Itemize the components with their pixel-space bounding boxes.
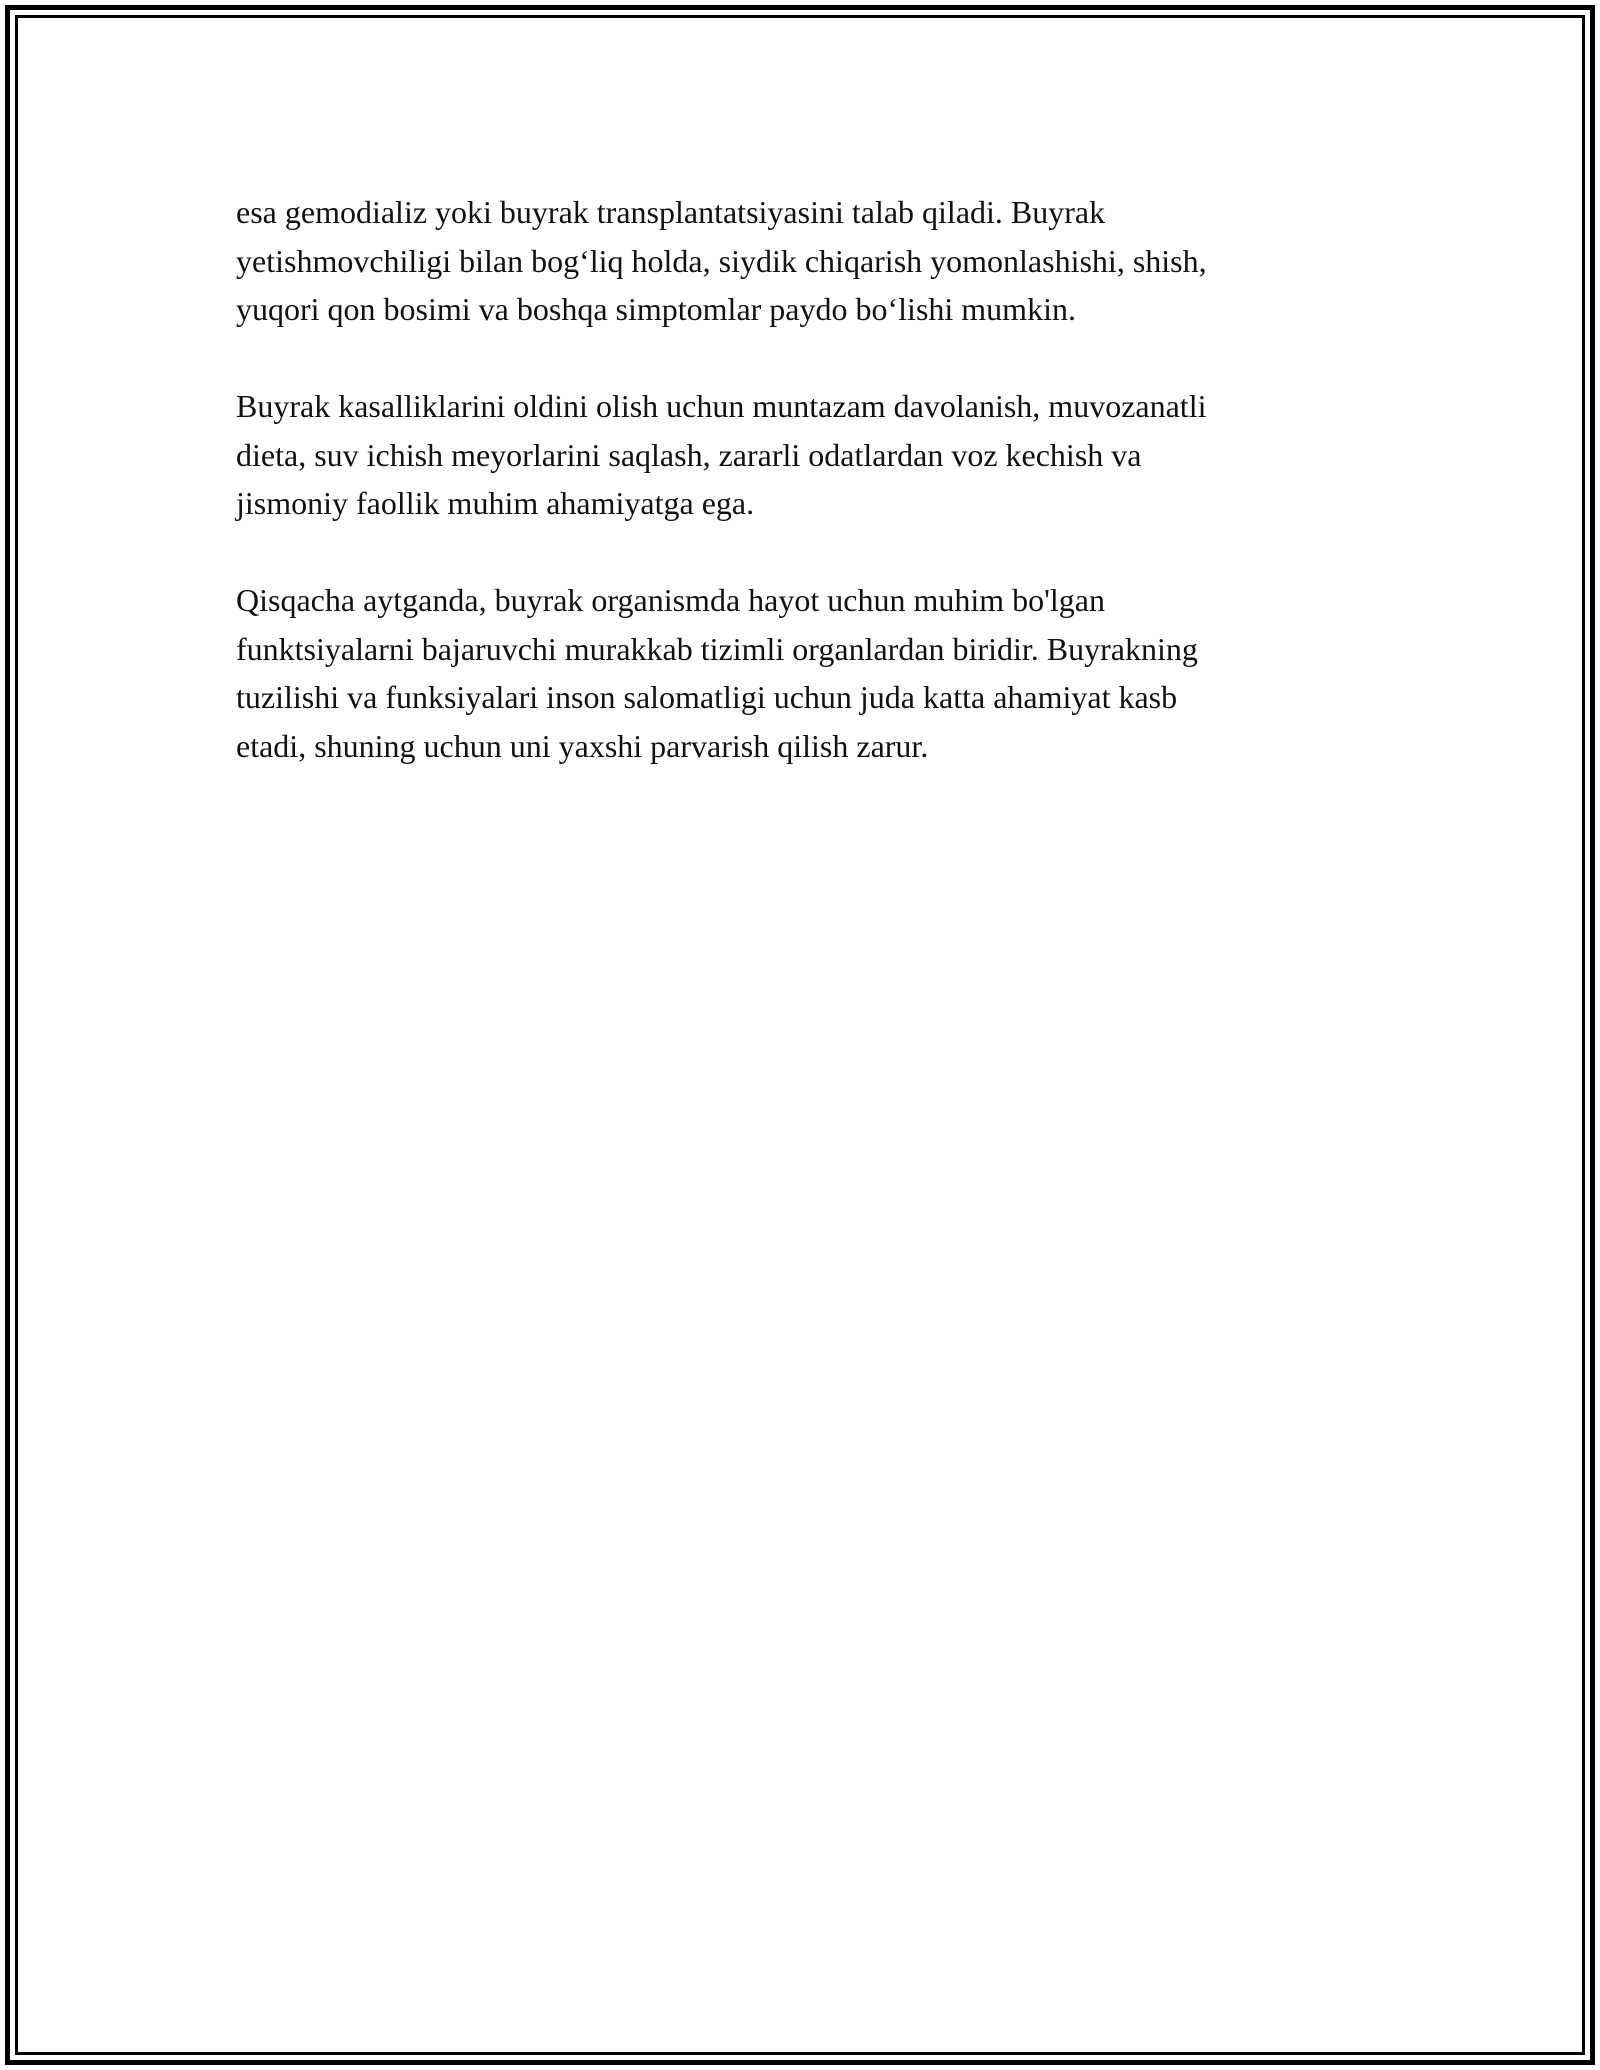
text-line: etadi, shuning uchun uni yaxshi parvarish qilish zarur.	[236, 727, 929, 764]
text-line: yetishmovchiligi bilan bog‘liq holda, siydik chiqarish yomonlashishi, shish,	[236, 242, 1207, 279]
text-line: esa gemodializ yoki buyrak transplantatsiyasini talab qiladi. Buyrak	[236, 194, 1106, 230]
text-line: yuqori qon bosimi va boshqa simptomlar paydo bo‘lishi mumkin.	[236, 291, 1076, 327]
text-line: Qisqacha aytganda, buyrak organismda hayot uchun muhim bo'lgan	[236, 582, 1105, 618]
text-line: dieta, suv ichish meyorlarini saqlash, zararli odatlardan voz kechish va	[236, 436, 1142, 473]
text-line: jismoniy faollik muhim ahamiyatga ega.	[236, 485, 755, 521]
text-line: funktsiyalarni bajaruvchi murakkab tizimli organlardan biridir. Buyrakning	[236, 630, 1198, 667]
document-body	[236, 188, 1376, 819]
text-line: tuzilishi va funksiyalari inson salomatligi uchun juda katta ahamiyat kasb	[236, 679, 1178, 715]
paragraph-2	[236, 382, 1376, 528]
paragraph-3	[236, 576, 1376, 770]
text-line: Buyrak kasalliklarini oldini olish uchun muntazam davolanish, muvozanatli	[236, 388, 1207, 424]
paragraph-1	[236, 188, 1376, 334]
